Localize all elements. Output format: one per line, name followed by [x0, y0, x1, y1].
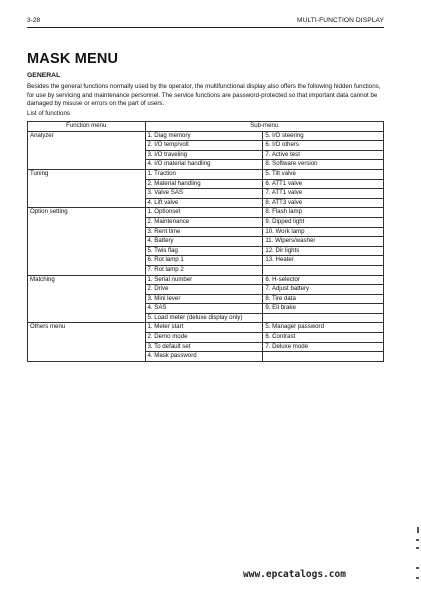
sub-menu-cell: 8. ATT3 valve	[263, 198, 384, 208]
sub-menu-cell: 7. Deluxe mode	[263, 342, 384, 352]
sub-menu-cell: 7. Active test	[263, 150, 384, 160]
sub-menu-cell: 7. Adjust battery	[263, 285, 384, 295]
subheading: GENERAL	[27, 72, 61, 79]
sub-menu-cell: 3. Rent time	[145, 227, 263, 237]
table-row	[28, 131, 384, 141]
sub-menu-cell: 8. Flash lamp	[263, 208, 384, 218]
functions-table	[27, 121, 384, 362]
sub-menu-cell: 2. I/O temp/volt	[145, 141, 263, 151]
sub-menu-cell: 9. Dipped light	[263, 217, 384, 227]
sub-menu-cell: 8. Tire data	[263, 294, 384, 304]
sub-menu-cell: 5. Twis flag	[145, 246, 263, 256]
sub-menu-cell: 11. Wipers/washer	[263, 237, 384, 247]
sub-menu-cell: 1. Diag memory	[145, 131, 263, 141]
sub-menu-cell: 2. Material handling	[145, 179, 263, 189]
table-row	[28, 275, 384, 285]
sub-menu-cell: 4. Mask password	[145, 352, 263, 362]
sub-menu-cell: 10. Work lamp	[263, 227, 384, 237]
sub-menu-cell: 4. Battery	[145, 237, 263, 247]
sub-menu-cell: 8. Software version	[263, 160, 384, 170]
header-rule	[27, 27, 384, 28]
sub-menu-cell	[263, 352, 384, 362]
sub-menu-cell: 2. Maintenance	[145, 217, 263, 227]
sub-menu-cell: 3. To default set	[145, 342, 263, 352]
column-header-function-menu: Function menu	[28, 122, 146, 132]
sub-menu-cell: 1. Serial number	[145, 275, 263, 285]
sub-menu-cell: 7. ATT1 valve	[263, 189, 384, 199]
sub-menu-cell: 3. I/O traveling	[145, 150, 263, 160]
sub-menu-cell: 4. I/O material handling	[145, 160, 263, 170]
function-menu-cell: Others menu	[28, 323, 146, 361]
function-menu-cell: Tuning	[28, 169, 146, 207]
table-header-row	[28, 122, 384, 132]
sub-menu-cell: 1. Traction	[145, 169, 263, 179]
sub-menu-cell: 3. Valve SAS	[145, 189, 263, 199]
footer-watermark: www.epcatalogs.com	[243, 569, 346, 580]
sub-menu-cell: 1. Meter start	[145, 323, 263, 333]
sub-menu-cell: 5. I/O steering	[263, 131, 384, 141]
column-header-sub-menu: Sub-menu	[145, 122, 384, 132]
sub-menu-cell	[263, 313, 384, 323]
sub-menu-cell: 6. Contrast	[263, 333, 384, 343]
table-row	[28, 169, 384, 179]
sub-menu-cell	[263, 265, 384, 275]
page-title: MASK MENU	[27, 51, 119, 67]
table-row	[28, 208, 384, 218]
edge-mark	[415, 527, 421, 585]
sub-menu-cell: 7. Rot lamp 2	[145, 265, 263, 275]
sub-menu-cell: 9. Ell brake	[263, 304, 384, 314]
sub-menu-cell: 6. H-selector	[263, 275, 384, 285]
function-menu-cell: Matching	[28, 275, 146, 323]
sub-menu-cell: 5. Manager password	[263, 323, 384, 333]
intro-paragraph: Besides the general functions normally used by the operator, the multifunctional display also offers the following hidden functions, for use by servicing and maintenance personnel. The service functions are password-protected so that important data cannot be damaged by misuse or errors on the part of users.	[27, 83, 381, 108]
page-number: 3-28	[27, 17, 41, 24]
function-menu-cell: Analyzer	[28, 131, 146, 169]
sub-menu-cell: 5. Load meter (deluxe display only)	[145, 313, 263, 323]
sub-menu-cell: 6. I/O others	[263, 141, 384, 151]
sub-menu-cell: 4. SAS	[145, 304, 263, 314]
sub-menu-cell: 6. Rot lamp 1	[145, 256, 263, 266]
section-title: MULTI-FUNCTION DISPLAY	[297, 17, 384, 24]
sub-menu-cell: 1. Optionset	[145, 208, 263, 218]
table-caption: List of functions	[27, 110, 70, 117]
table-row	[28, 323, 384, 333]
function-menu-cell: Option setting	[28, 208, 146, 275]
sub-menu-cell: 4. Lift valve	[145, 198, 263, 208]
sub-menu-cell: 2. Drive	[145, 285, 263, 295]
sub-menu-cell: 3. Mini lever	[145, 294, 263, 304]
sub-menu-cell: 5. Tilt valve	[263, 169, 384, 179]
sub-menu-cell: 2. Demo mode	[145, 333, 263, 343]
sub-menu-cell: 13. Heater	[263, 256, 384, 266]
sub-menu-cell: 12. Dir lights	[263, 246, 384, 256]
sub-menu-cell: 6. ATT1 valve	[263, 179, 384, 189]
